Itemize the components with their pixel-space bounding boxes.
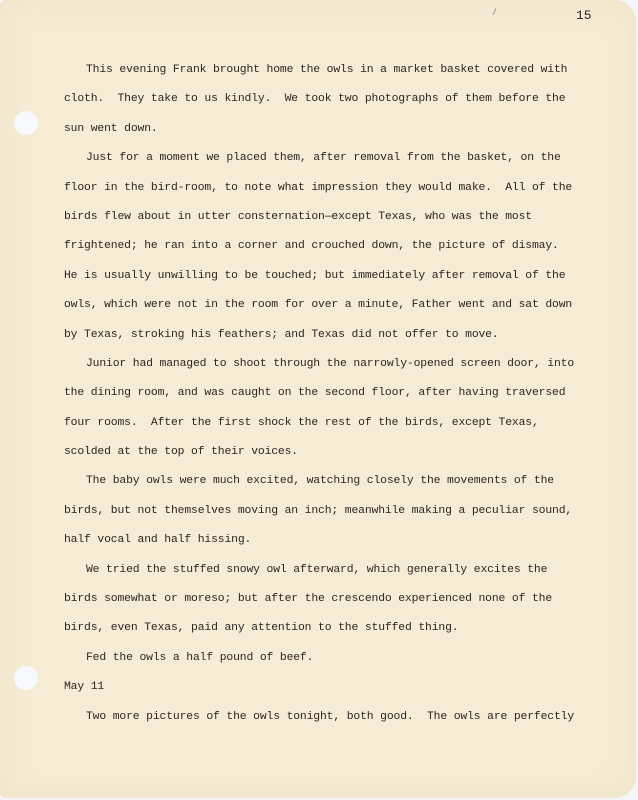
body-text xyxy=(64,56,624,732)
text-line: Junior had managed to shoot through the narrowly-opened screen door, into xyxy=(86,357,575,370)
date-heading: May 11 xyxy=(64,681,105,694)
text-line: This evening Frank brought home the owls in a market basket covered with xyxy=(86,64,568,76)
page-number: 15 xyxy=(576,8,592,23)
text-line: birds, even Texas, paid any attention to the stuffed thing. xyxy=(64,622,459,635)
text-line: the dining room, and was caught on the second floor, after having traversed xyxy=(64,387,566,400)
text-line: birds, but not themselves moving an inch; meanwhile making a peculiar sound, xyxy=(64,504,573,517)
text-line: sun went down. xyxy=(64,122,158,135)
punch-hole xyxy=(14,111,38,135)
text-line: He is usually unwilling to be touched; but immediately after removal of the xyxy=(64,269,566,282)
text-line: Fed the owls a half pound of beef. xyxy=(86,651,314,664)
text-line: birds somewhat or moreso; but after the crescendo experienced none of the xyxy=(64,593,553,606)
text-line: floor in the bird-room, to note what impression they would make. All of the xyxy=(64,181,573,194)
text-line: Two more pictures of the owls tonight, both good. The owls are perfectly xyxy=(86,710,575,723)
text-line: by Texas, stroking his feathers; and Texas did not offer to move. xyxy=(64,328,499,341)
text-line: frightened; he ran into a corner and crouched down, the picture of dismay. xyxy=(64,240,559,253)
punch-hole xyxy=(14,666,38,690)
text-line: four rooms. After the first shock the rest of the birds, except Texas, xyxy=(64,416,539,429)
text-line: birds flew about in utter consternation—except Texas, who was the most xyxy=(64,210,532,223)
text-line: scolded at the top of their voices. xyxy=(64,446,298,459)
pencil-mark xyxy=(493,8,497,15)
text-line: The baby owls were much excited, watching closely the movements of the xyxy=(86,475,554,488)
text-line: owls, which were not in the room for over a minute, Father went and sat down xyxy=(64,299,573,312)
text-line: cloth. They take to us kindly. We took two photographs of them before the xyxy=(64,93,566,106)
text-line: half vocal and half hissing. xyxy=(64,534,252,547)
text-line: Just for a moment we placed them, after removal from the basket, on the xyxy=(86,152,561,165)
text-line: We tried the stuffed snowy owl afterward, which generally excites the xyxy=(86,563,548,576)
